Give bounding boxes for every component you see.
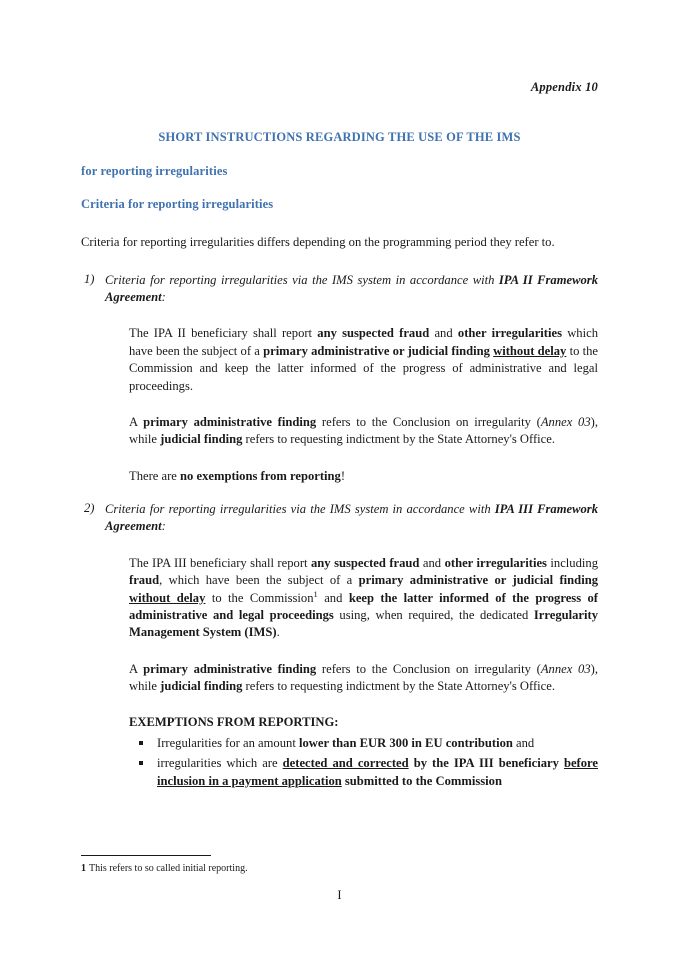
text-run: which have been the subject of a bbox=[129, 326, 598, 358]
text-run: A bbox=[129, 661, 144, 676]
text-run: including bbox=[546, 555, 598, 570]
heading-emphasis: IPA II Framework Agreement bbox=[105, 272, 598, 304]
text-run: to the Commission and keep the latter informed of the progress of administrative and legal proceedings. bbox=[129, 343, 599, 393]
text-run: , which have been the subject of a bbox=[159, 573, 359, 588]
bold-underline-run: before inclusion in a payment application bbox=[157, 756, 598, 788]
bold-run: judicial finding bbox=[160, 432, 243, 447]
text-run: refers to requesting indictment by the State Attorney's Office. bbox=[242, 432, 555, 447]
paragraph-ipa3-definitions bbox=[129, 661, 598, 696]
heading-text: Criteria for reporting irregularities via the IMS system in accordance with bbox=[105, 272, 499, 287]
bold-run: submitted to the Commission bbox=[341, 773, 502, 788]
footnote-area bbox=[81, 855, 598, 875]
bold-underline-run: detected and corrected bbox=[282, 756, 409, 771]
heading-tail: : bbox=[161, 519, 166, 534]
page-title-line1: SHORT INSTRUCTIONS REGARDING THE USE OF THE IMS bbox=[158, 130, 521, 144]
appendix-label: Appendix 10 bbox=[530, 80, 598, 94]
text-run: and bbox=[317, 590, 349, 605]
footnote-text bbox=[81, 862, 598, 875]
section-heading-criteria: Criteria for reporting irregularities bbox=[81, 197, 274, 212]
bold-run: fraud bbox=[129, 573, 160, 588]
text-run: The IPA III beneficiary shall report bbox=[129, 555, 311, 570]
heading-text: Criteria for reporting irregularities via the IMS system in accordance with bbox=[105, 502, 495, 516]
item-2-body bbox=[129, 555, 598, 790]
bold-run: lower than EUR 300 in EU contribution bbox=[298, 735, 513, 750]
exemptions-list bbox=[129, 735, 598, 790]
bold-run: primary administrative or judicial finding bbox=[358, 573, 598, 588]
text-run: to the Commission bbox=[205, 590, 314, 605]
list-item-number: 1) bbox=[84, 271, 95, 286]
bold-underline-run: without delay bbox=[493, 343, 567, 358]
item-1-body bbox=[129, 325, 598, 485]
paragraph-ipa2-report bbox=[129, 325, 598, 395]
text-run: and bbox=[429, 326, 458, 341]
text-run: The IPA II beneficiary shall report bbox=[129, 326, 318, 341]
list-item bbox=[81, 272, 598, 485]
text-run: refers to the Conclusion on irregularity ( bbox=[316, 414, 541, 429]
bold-run: by the IPA III beneficiary bbox=[413, 756, 564, 771]
bold-run: other irregularities bbox=[457, 326, 562, 341]
text-run: Irregularities for an amount bbox=[157, 735, 299, 750]
footnote-reference[interactable]: 1 bbox=[313, 588, 318, 599]
paragraph-ipa3-report bbox=[129, 555, 598, 642]
footnote-separator bbox=[81, 855, 211, 856]
text-run: . bbox=[276, 625, 280, 640]
bold-run: keep the latter informed of the progress of administrative and legal proceedings bbox=[129, 590, 599, 622]
text-run: ), while bbox=[129, 661, 598, 693]
italic-run: Annex 03 bbox=[540, 414, 591, 429]
text-run: There are bbox=[129, 468, 181, 483]
italic-run: Annex 03 bbox=[540, 661, 591, 676]
footnote-body: This refers to so called initial reporting. bbox=[89, 863, 248, 874]
square-bullet-icon bbox=[139, 761, 143, 765]
heading-tail: : bbox=[161, 290, 166, 304]
bold-run: primary administrative finding bbox=[143, 661, 317, 676]
criteria-list bbox=[81, 272, 598, 790]
intro-paragraph: Criteria for reporting irregularities differs depending on the programming period they refer to. bbox=[81, 235, 555, 250]
exemptions-heading: EXEMPTIONS FROM REPORTING: bbox=[129, 715, 339, 730]
text-run: ), while bbox=[129, 414, 598, 447]
bold-run: other irregularities bbox=[444, 555, 547, 570]
bold-run: primary administrative finding bbox=[143, 414, 317, 429]
list-item bbox=[81, 501, 598, 790]
text-run: using, when required, the dedicated bbox=[333, 607, 534, 622]
list-item bbox=[129, 735, 598, 752]
text-run: A bbox=[129, 414, 144, 429]
document-content bbox=[81, 130, 598, 790]
bold-run: any suspected fraud bbox=[311, 555, 420, 570]
list-item-heading bbox=[105, 501, 598, 536]
heading-emphasis: IPA III Framework Agreement bbox=[105, 502, 598, 534]
bold-run: primary administrative or judicial finding bbox=[263, 343, 490, 358]
bold-run: no exemptions from reporting bbox=[180, 468, 341, 483]
paragraph-ipa2-definitions bbox=[129, 414, 598, 449]
page-title bbox=[81, 130, 598, 179]
bold-run: Irregularity Management System (IMS) bbox=[129, 607, 598, 640]
paragraph-ipa2-no-exemptions bbox=[129, 468, 598, 485]
text-run: and bbox=[419, 555, 445, 570]
page-number: I bbox=[337, 888, 342, 902]
page-title-line2: for reporting irregularities bbox=[81, 163, 228, 178]
square-bullet-icon bbox=[139, 741, 143, 745]
list-item-number: 2) bbox=[84, 501, 95, 515]
text-run: refers to the Conclusion on irregularity ( bbox=[316, 661, 541, 676]
text-run: ! bbox=[340, 468, 346, 483]
text-run: refers to requesting indictment by the State Attorney's Office. bbox=[242, 679, 555, 693]
text-run: and bbox=[512, 735, 535, 750]
bold-underline-run: without delay bbox=[129, 590, 206, 605]
footnote-number: 1 bbox=[81, 863, 86, 874]
list-item bbox=[129, 755, 598, 790]
list-item-heading bbox=[105, 272, 598, 307]
bold-run: any suspected fraud bbox=[317, 326, 430, 341]
text-run: irregularities which are bbox=[157, 756, 283, 771]
bold-run: judicial finding bbox=[160, 679, 243, 693]
